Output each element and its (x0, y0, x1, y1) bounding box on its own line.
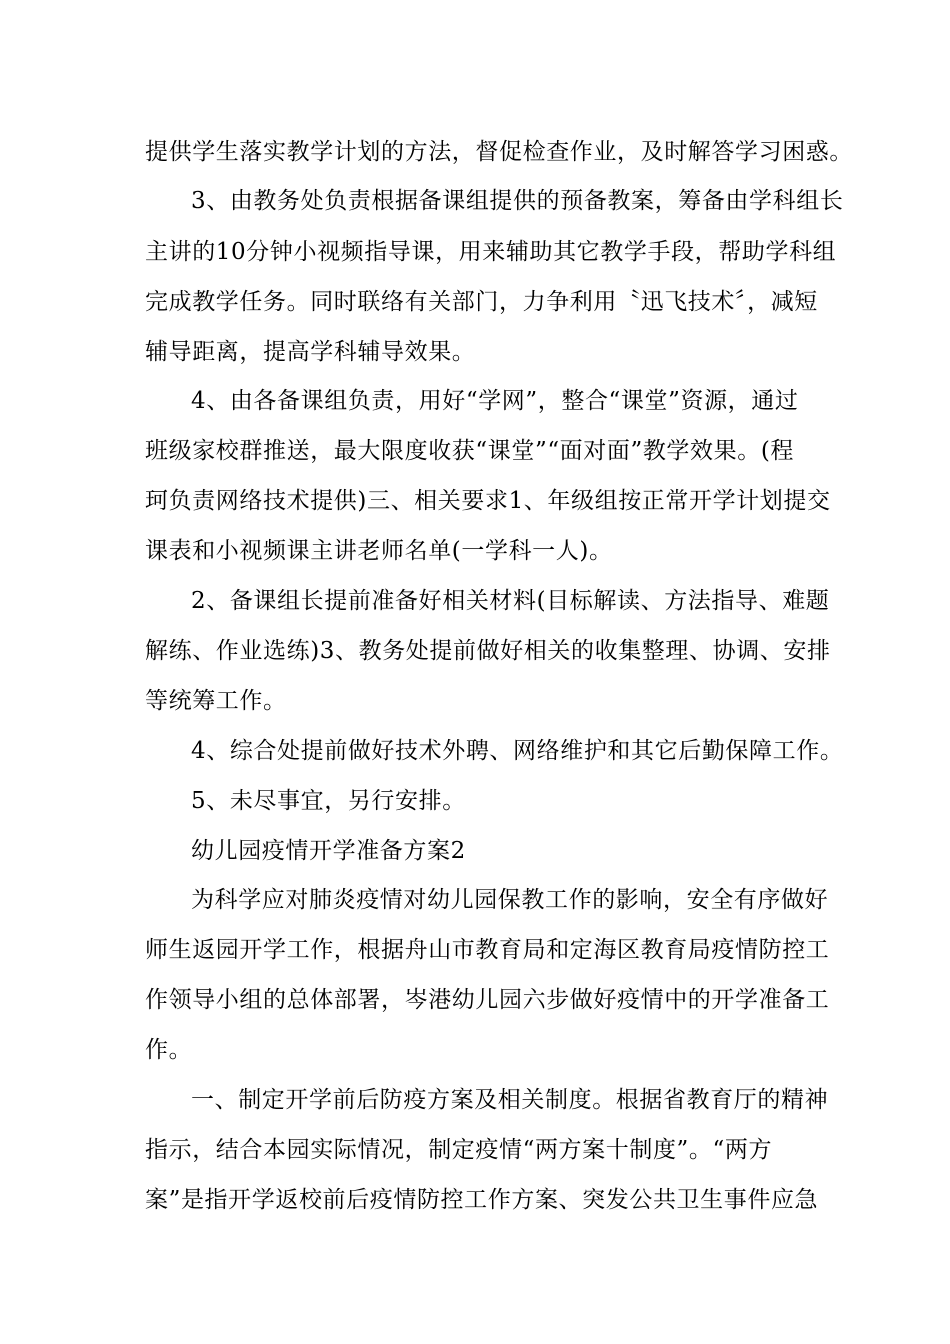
paragraph-line: 作。 (145, 1037, 193, 1063)
paragraph-line: 班级家校群推送，最大限度收获“课堂”“面对面”教学效果。(程 (145, 438, 795, 464)
paragraph-line: 5、未尽事宜，另行安排。 (191, 788, 466, 814)
section-heading: 幼儿园疫情开学准备方案2 (191, 838, 466, 864)
paragraph-line: 提供学生落实教学计划的方法，督促检查作业，及时解答学习困惑。 (145, 139, 853, 165)
paragraph-line: 师生返园开学工作，根据舟山市教育局和定海区教育局疫情防控工 (145, 937, 830, 963)
paragraph-line: 指示，结合本园实际情况，制定疫情“两方案十制度”。“两方 (145, 1137, 773, 1163)
paragraph-line: 辅导距离，提高学科辅导效果。 (145, 339, 476, 365)
paragraph-line: 4、由各备课组负责，用好“学网”，整合“课堂”资源，通过 (191, 388, 799, 414)
paragraph-line: 珂负责网络技术提供)三、相关要求1、年级组按正常开学计划提交 (145, 488, 831, 514)
paragraph-line: 主讲的10分钟小视频指导课，用来辅助其它教学手段，帮助学科组 (145, 239, 837, 265)
paragraph-line: 4、综合处提前做好技术外聘、网络维护和其它后勤保障工作。 (191, 738, 844, 764)
paragraph-line: 完成教学任务。同时联络有关部门，力争利用〝迅飞技术〞，减短 (145, 289, 818, 315)
paragraph-line: 等统筹工作。 (145, 688, 287, 714)
paragraph-line: 2、备课组长提前准备好相关材料(目标解读、方法指导、难题 (191, 588, 830, 614)
paragraph-line: 课表和小视频课主讲老师名单(一学科一人)。 (145, 538, 613, 564)
paragraph-line: 为科学应对肺炎疫情对幼儿园保教工作的影响，安全有序做好 (191, 887, 829, 913)
paragraph-line: 3、由教务处负责根据备课组提供的预备教案，筹备由学科组长 (191, 188, 844, 214)
paragraph-line: 解练、作业选练)3、教务处提前做好相关的收集整理、协调、安排 (145, 638, 831, 664)
paragraph-line: 一、制定开学前后防疫方案及相关制度。根据省教育厅的精神 (191, 1087, 829, 1113)
paragraph-line: 案”是指开学返校前后疫情防控工作方案、突发公共卫生事件应急 (145, 1187, 819, 1213)
paragraph-line: 作领导小组的总体部署，岑港幼儿园六步做好疫情中的开学准备工 (145, 987, 830, 1013)
